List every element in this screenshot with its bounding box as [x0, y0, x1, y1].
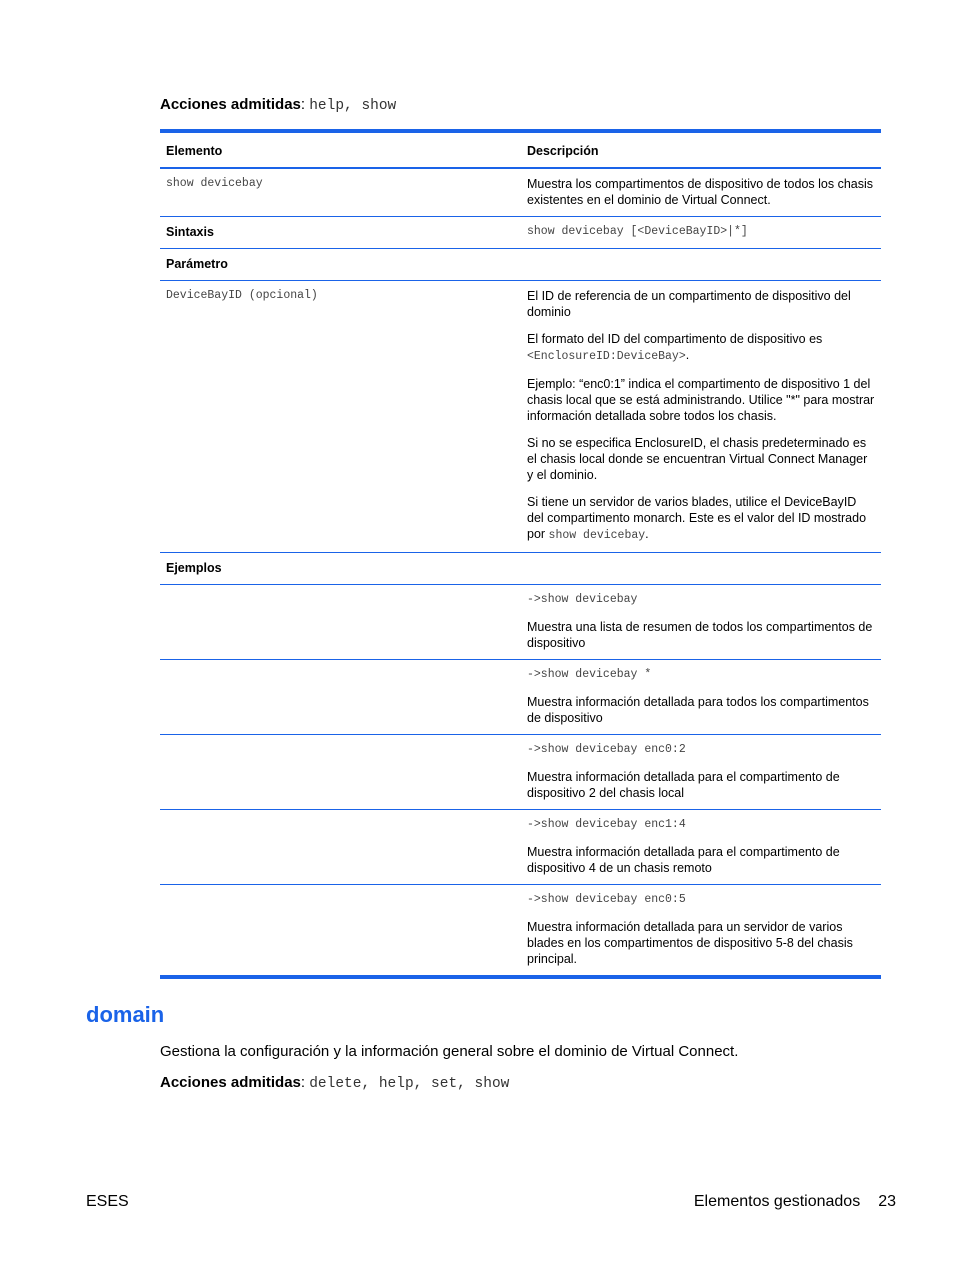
table-header-row — [160, 131, 881, 168]
example-command: ->show devicebay * — [527, 668, 652, 681]
table-row-example — [160, 585, 881, 660]
syntax-value: show devicebay [<DeviceBayID>|*] — [521, 217, 881, 249]
example-empty-cell — [160, 810, 521, 885]
example-command: ->show devicebay — [527, 593, 638, 606]
command-description: Muestra los compartimentos de dispositivo de todos los chasis existentes en el dominio de Virtual Connect. — [521, 168, 881, 217]
domain-supported-actions-line — [160, 1074, 509, 1093]
supported-actions-line — [160, 96, 396, 115]
supported-actions-separator: : — [300, 96, 310, 113]
table-row-example — [160, 660, 881, 735]
example-empty-cell — [160, 660, 521, 735]
parameter-description — [521, 281, 881, 553]
example-cell — [521, 660, 881, 735]
example-description: Muestra información detallada para el compartimento de dispositivo 2 del chasis local — [527, 770, 840, 800]
param-desc-1: El ID de referencia de un compartimento de dispositivo del dominio — [527, 289, 851, 319]
footer-language-code: ESES — [86, 1193, 129, 1210]
example-description: Muestra una lista de resumen de todos los compartimentos de dispositivo — [527, 620, 873, 650]
table-row-examples-label — [160, 553, 881, 585]
param-desc-5 — [527, 494, 875, 544]
supported-actions-values: help, show — [309, 98, 397, 114]
domain-description: Gestiona la configuración y la información general sobre el dominio de Virtual Connect. — [160, 1043, 739, 1060]
table-row-syntax — [160, 217, 881, 249]
example-command: ->show devicebay enc1:4 — [527, 818, 686, 831]
param-desc-5-text: Si tiene un servidor de varios blades, utilice el DeviceBayID del compartimento monarch. Este es el valor del ID mostrado por — [527, 495, 867, 541]
table-row-parameter — [160, 281, 881, 553]
table-row-example — [160, 735, 881, 810]
supported-actions-label: Acciones admitidas — [160, 96, 301, 113]
example-cell — [521, 585, 881, 660]
example-empty-cell — [160, 735, 521, 810]
table-row-command — [160, 168, 881, 217]
section-heading-domain: domain — [86, 1002, 165, 1027]
table-row-parameter-label — [160, 249, 881, 281]
header-description: Descripción — [521, 131, 881, 168]
command-table — [160, 129, 881, 979]
example-command: ->show devicebay enc0:2 — [527, 743, 686, 756]
domain-actions-separator: : — [300, 1074, 310, 1091]
example-cell — [521, 885, 881, 978]
domain-actions-values: delete, help, set, show — [309, 1076, 510, 1092]
command-name: show devicebay — [160, 168, 521, 217]
example-cell — [521, 810, 881, 885]
header-element: Elemento — [160, 131, 521, 168]
domain-actions-label: Acciones admitidas — [160, 1074, 301, 1091]
param-desc-3: Ejemplo: “enc0:1” indica el compartimento de dispositivo 1 del chasis local que se está administrando. Utilice "*" para mostrar información detallada sobre todos los chasis. — [527, 377, 875, 423]
syntax-label: Sintaxis — [160, 217, 521, 249]
example-description: Muestra información detallada para todos los compartimentos de dispositivo — [527, 695, 869, 725]
example-description: Muestra información detallada para el compartimento de dispositivo 4 de un chasis remoto — [527, 845, 840, 875]
page-number: 23 — [878, 1193, 896, 1210]
parameter-label: Parámetro — [160, 249, 521, 281]
example-description: Muestra información detallada para un servidor de varios blades en los compartimentos de dispositivo 5-8 del chasis principal. — [527, 920, 853, 966]
example-command: ->show devicebay enc0:5 — [527, 893, 686, 906]
param-desc-5-end: . — [645, 527, 649, 541]
examples-label-empty — [521, 553, 881, 585]
parameter-label-empty — [521, 249, 881, 281]
example-empty-cell — [160, 585, 521, 660]
param-desc-2 — [527, 331, 875, 365]
examples-label: Ejemplos — [160, 553, 521, 585]
table-row-example — [160, 810, 881, 885]
example-cell — [521, 735, 881, 810]
footer-section-title: Elementos gestionados — [693, 1193, 861, 1210]
param-desc-2-end: . — [685, 348, 690, 362]
table-row-example — [160, 885, 881, 978]
param-desc-2-code: <EnclosureID:DeviceBay> — [527, 350, 686, 363]
param-desc-4: Si no se especifica EnclosureID, el chasis predeterminado es el chasis local donde se encuentran Virtual Connect Manager y el dominio. — [527, 436, 868, 482]
example-empty-cell — [160, 885, 521, 978]
param-desc-5-code: show devicebay — [548, 529, 646, 542]
footer-section — [694, 1192, 896, 1212]
parameter-name: DeviceBayID (opcional) — [160, 281, 521, 553]
param-desc-2-text: El formato del ID del compartimento de dispositivo es — [527, 332, 823, 346]
